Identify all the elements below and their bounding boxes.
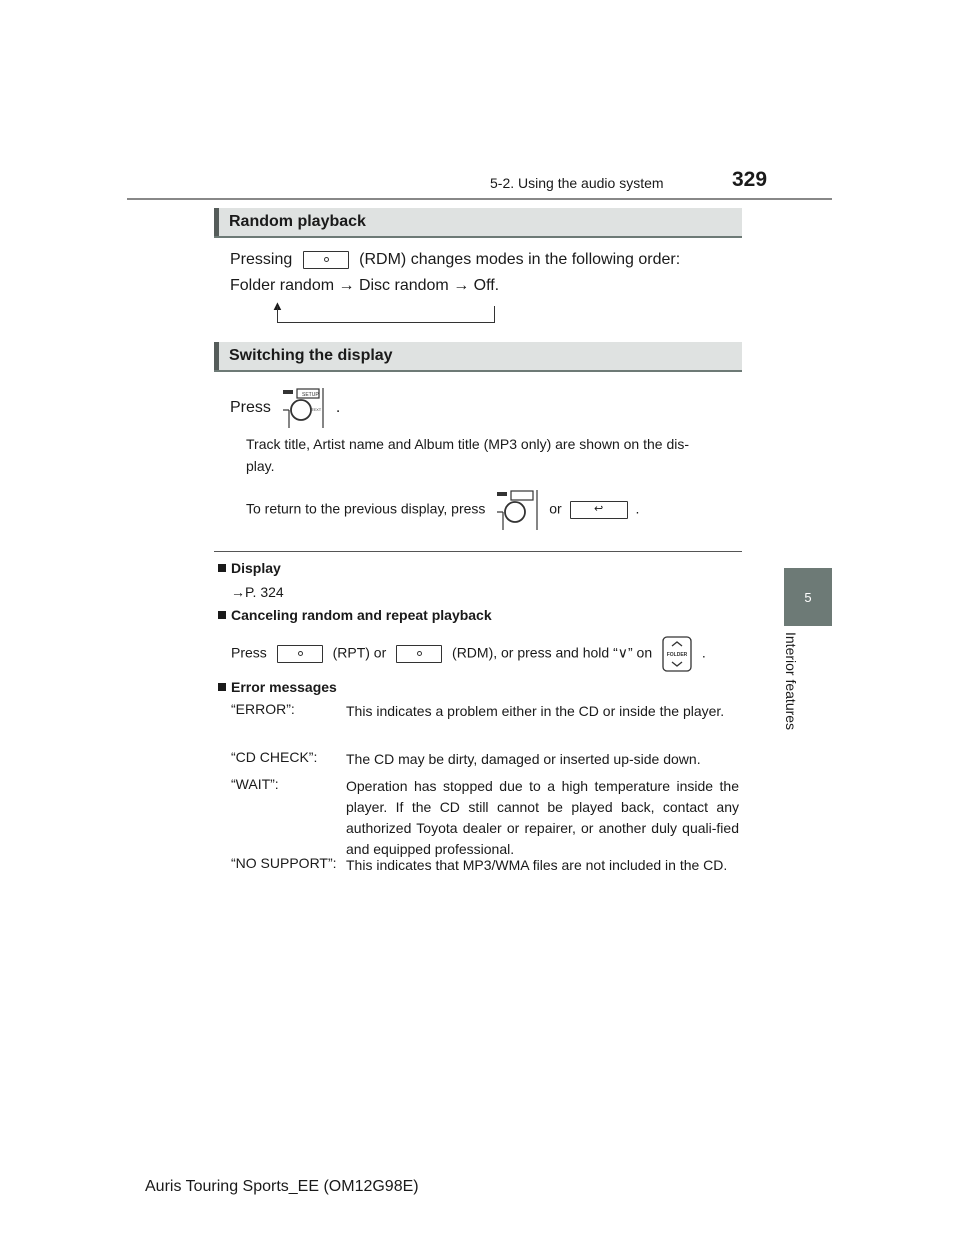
return-text: To return to the previous display, press xyxy=(246,500,486,517)
header-rule xyxy=(127,198,832,200)
cancel-note-heading: Canceling random and repeat playback xyxy=(218,607,492,623)
random-playback-heading xyxy=(214,208,742,238)
random-playback-title: Random playback xyxy=(229,213,366,230)
header-section-title: 5-2. Using the audio system xyxy=(490,175,664,191)
press-period: . xyxy=(335,399,341,417)
chapter-label-text: Interior features xyxy=(783,632,799,731)
error-description: This indicates a problem either in the CD or inside the player. xyxy=(346,703,725,719)
cancel-instruction xyxy=(231,636,706,672)
no-support-description: This indicates that MP3/WMA files are not included in the CD. xyxy=(346,857,728,873)
cycle-loop-line xyxy=(277,306,495,323)
press-text-instruction xyxy=(230,386,340,430)
chapter-tab xyxy=(784,568,832,626)
wait-key: “WAIT”: xyxy=(231,776,279,792)
wait-description: Operation has stopped due to a high temperature inside the player. If the CD still cannot be played back, contact any authorized Toyota dealer or repairer, or another duly quali-fied and equipped professional. xyxy=(346,778,739,857)
back-button-icon: ↩ xyxy=(570,501,628,519)
bullet-square-icon xyxy=(218,611,226,619)
cancel-rpt-text: (RPT) or xyxy=(332,644,387,661)
notes-divider xyxy=(214,551,742,552)
display-note-heading: Display xyxy=(218,560,281,576)
page-number: 329 xyxy=(732,168,768,191)
display-note-line2: play. xyxy=(246,458,275,474)
error-key: “ERROR”: xyxy=(231,701,295,717)
press-text: Press xyxy=(230,399,271,417)
rdm-changes-text: (RDM) changes modes in the following order: xyxy=(359,251,681,269)
footer-model: Auris Touring Sports_EE (OM12G98E) xyxy=(145,1178,419,1195)
cancel-rdm-text: (RDM), or press and hold “∨” on xyxy=(452,644,653,661)
cycle-arrow-up-icon: ▲ xyxy=(271,298,284,313)
setup-label: SETUP xyxy=(302,392,320,398)
chapter-label xyxy=(781,632,801,742)
folder-label: FOLDER xyxy=(666,652,688,658)
bullet-square-icon xyxy=(218,683,226,691)
text-knob-icon xyxy=(281,386,325,430)
error-messages-heading: Error messages xyxy=(218,679,337,695)
switching-display-heading xyxy=(214,342,742,372)
heading-accent xyxy=(214,208,219,236)
random-cycle-text: Folder random → Disc random → Off. xyxy=(230,277,500,294)
return-period: . xyxy=(635,500,640,517)
bullet-square-icon xyxy=(218,564,226,572)
rdm-button-icon xyxy=(303,251,349,269)
return-display-note xyxy=(246,488,639,532)
heading-accent xyxy=(214,342,219,370)
switching-display-title: Switching the display xyxy=(229,347,393,364)
cancel-period: . xyxy=(701,644,706,661)
chapter-number: 5 xyxy=(804,590,812,605)
text-label: TEXT xyxy=(311,407,322,412)
cd-check-description: The CD may be dirty, damaged or inserted up-side down. xyxy=(346,751,701,767)
cd-check-key: “CD CHECK”: xyxy=(231,749,318,765)
text-knob-icon xyxy=(495,488,539,532)
rpt-button-icon xyxy=(277,645,323,663)
display-note-line1: Track title, Artist name and Album title (MP3 only) are shown on the dis- xyxy=(246,436,690,452)
folder-button-icon xyxy=(662,636,692,672)
pressing-text: Pressing xyxy=(230,251,293,269)
cancel-press-text: Press xyxy=(231,644,267,661)
or-text: or xyxy=(549,500,562,517)
display-page-ref: →P. 324 xyxy=(231,584,284,600)
rdm-button-icon xyxy=(396,645,442,663)
no-support-key: “NO SUPPORT”: xyxy=(231,855,337,871)
random-playback-instruction xyxy=(230,251,680,269)
